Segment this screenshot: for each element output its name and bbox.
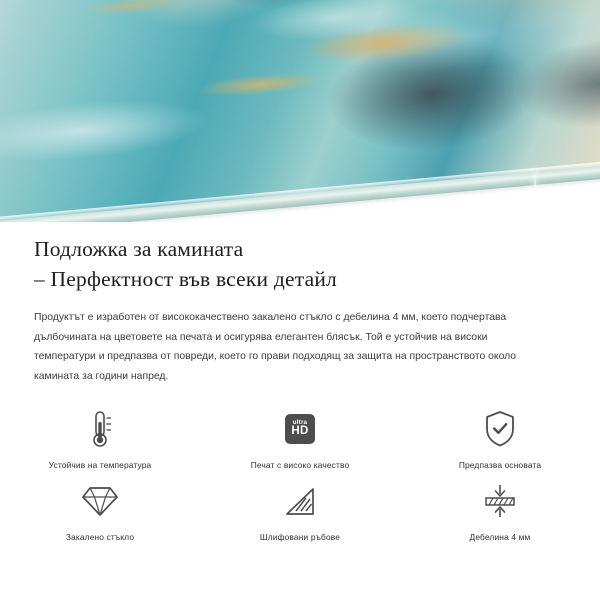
hero-image xyxy=(0,0,600,222)
feature-protects-surface xyxy=(400,398,600,470)
badge-bottom-text: HD xyxy=(291,425,309,438)
feature-label: Шлифовани ръбове xyxy=(259,532,341,542)
feature-thickness xyxy=(400,470,600,542)
glass-panel-graphic xyxy=(0,0,600,222)
text-block xyxy=(0,222,600,386)
feature-grid xyxy=(0,398,600,542)
feature-print-quality xyxy=(200,398,400,470)
feature-label: Устойчив на температура xyxy=(48,460,152,470)
diamond-icon xyxy=(81,478,119,524)
thermometer-icon xyxy=(85,406,115,452)
ultra-hd-badge-icon xyxy=(285,406,315,452)
thickness-measure-icon xyxy=(480,478,520,524)
page-title-line-1: Подложка за камината xyxy=(34,237,244,261)
feature-polished-edges xyxy=(200,470,400,542)
feature-label: Дебелина 4 мм xyxy=(469,532,531,542)
feature-row-1 xyxy=(0,398,600,470)
feature-label: Закалено стъкло xyxy=(65,532,135,542)
badge-top-text: ultra xyxy=(292,418,308,426)
feature-tempered-glass xyxy=(0,470,200,542)
page-title xyxy=(0,222,600,294)
feature-row-2 xyxy=(0,470,600,542)
shield-check-icon xyxy=(482,406,518,452)
feature-label: Печат с високо качество xyxy=(250,460,350,470)
feature-temperature-resistant xyxy=(0,398,200,470)
polished-edges-icon xyxy=(283,478,317,524)
body-paragraph: Продуктът е изработен от висококачествено закалено стъкло с дебелина 4 мм, което подчертава дълбочината на цветовете на печата и осигурява елегантен блясък. Той е устойчив на високи температури и предпазва от повреди, което го прави подходящ за защита на пространството около камината за години напред. xyxy=(34,312,517,382)
feature-label: Предпазва основата xyxy=(458,460,542,470)
page-title-line-2: – Перфектност във всеки детайл xyxy=(34,267,337,291)
